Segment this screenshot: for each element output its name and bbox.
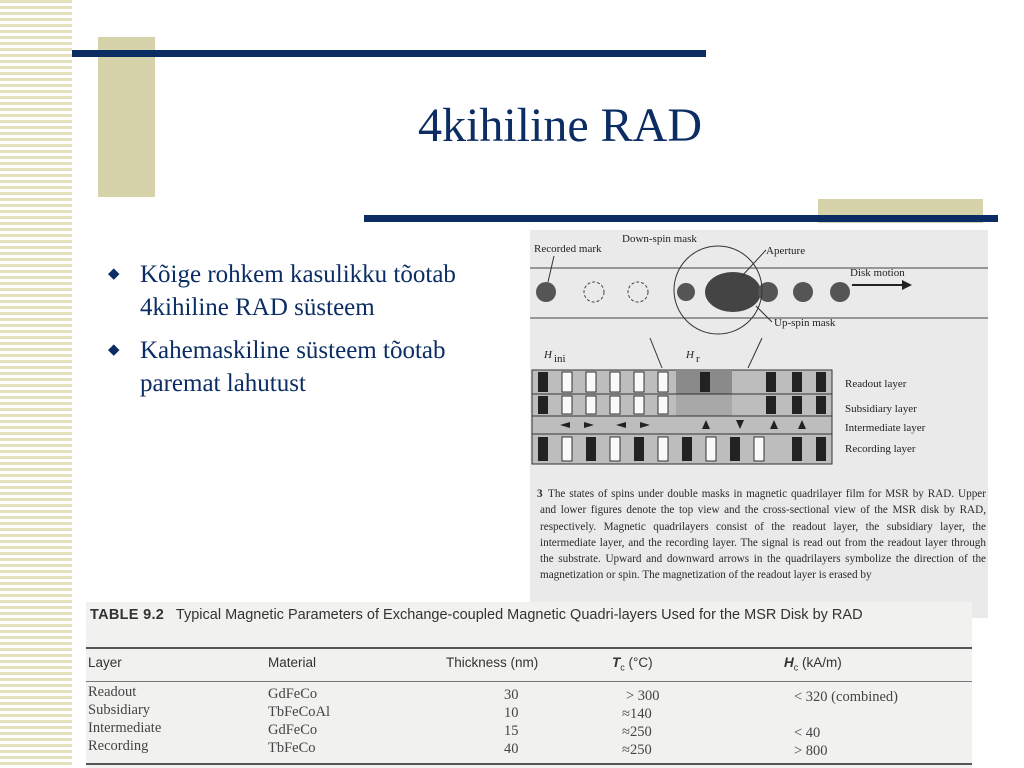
figure-caption-text: The states of spins under double masks in magnetic quadrilayer film for MSR by RAD. Upper and lower figures denote the top view and the cross-sectional view of the MSR disk by RAD, respectively. Magnetic quadrilayers consist of the readout layer, the subsidiary layer, the intermediate layer, and the recording layer. The signal is read out from the readout layer through the substrate. Upward and downward arrows in the quadrilayers symbolize the direction of the magnetization or spin. The magnetization of the readout layer is erased by <box>540 488 986 582</box>
table-label: TABLE 9.2 <box>90 607 165 623</box>
cell-tc: ≈250 <box>622 742 652 758</box>
diamond-bullet-icon: ◆ <box>108 266 120 282</box>
table-rule <box>86 647 972 649</box>
cell-layer: Subsidiary <box>88 702 151 718</box>
mark-dot <box>677 283 695 301</box>
bullet-list <box>108 258 498 410</box>
header-tc <box>612 655 653 673</box>
diamond-bullet-icon: ◆ <box>108 342 120 358</box>
rad-diagram-figure <box>530 230 988 618</box>
title-rule-bottom <box>364 215 998 222</box>
rad-diagram <box>530 230 988 480</box>
label-disk-motion: Disk motion <box>850 267 905 279</box>
decorative-block-top <box>98 37 155 197</box>
layer-stack <box>532 370 832 464</box>
label-h-r: H <box>686 349 694 361</box>
label-aperture: Aperture <box>766 245 806 257</box>
header-thickness: Thickness (nm) <box>446 655 539 670</box>
table-title-text: Typical Magnetic Parameters of Exchange-coupled Magnetic Quadri-layers Used for the MSR Disk by RAD <box>175 607 863 623</box>
label-recording-layer: Recording layer <box>845 443 916 455</box>
cell-hc: < 40 <box>794 725 821 741</box>
cell-thickness: 30 <box>504 687 519 703</box>
aperture-mark <box>705 272 761 312</box>
label-up-spin-mask: Up-spin mask <box>774 317 836 329</box>
title-rule-top <box>72 50 706 57</box>
label-intermediate-layer: Intermediate layer <box>845 422 926 434</box>
cell-layer: Recording <box>88 738 149 754</box>
bullet-text: Kahemaskiline süsteem tõotab paremat lahutust <box>140 337 446 397</box>
figure-caption-number: 3 <box>537 488 543 500</box>
hc-symbol: H <box>784 655 794 670</box>
recorded-mark-dot <box>536 282 556 302</box>
mark-dot <box>830 282 850 302</box>
cell-material: TbFeCoAl <box>268 704 331 720</box>
cell-tc: ≈140 <box>622 706 652 722</box>
cell-tc: ≈250 <box>622 724 652 740</box>
cell-tc: > 300 <box>626 688 660 704</box>
cell-layer: Readout <box>88 684 137 700</box>
header-layer: Layer <box>88 655 122 670</box>
slide-title: 4kihiline RAD <box>418 99 702 152</box>
figure-caption <box>537 486 986 584</box>
table-rule <box>86 681 972 682</box>
label-h-ini-sub: ini <box>554 353 566 365</box>
cell-material: TbFeCo <box>268 740 316 756</box>
tc-sub: c <box>620 662 625 673</box>
label-subsidiary-layer: Subsidiary layer <box>845 403 917 415</box>
hc-sub: c <box>793 662 799 673</box>
cell-hc: > 800 <box>794 743 828 759</box>
label-readout-layer: Readout layer <box>845 378 907 390</box>
mark-dot <box>793 282 813 302</box>
erased-mark <box>628 282 648 302</box>
header-hc <box>784 655 842 673</box>
table-title <box>90 607 970 624</box>
bullet-item <box>108 258 498 324</box>
magnetic-parameters-table <box>86 602 972 768</box>
bullet-text: Kõige rohkem kasulikku tõotab 4kihiline RAD süsteem <box>140 261 456 321</box>
label-recorded-mark: Recorded mark <box>534 243 602 255</box>
cell-layer: Intermediate <box>88 720 162 736</box>
bullet-item <box>108 334 498 400</box>
header-material: Material <box>268 655 317 670</box>
cell-hc: < 320 (combined) <box>794 689 899 705</box>
erased-mark <box>584 282 604 302</box>
cell-thickness: 15 <box>504 723 519 739</box>
decorative-stripes <box>0 0 72 768</box>
label-h-r-sub: r <box>696 353 700 365</box>
table-rule <box>86 763 972 765</box>
cell-material: GdFeCo <box>268 722 318 738</box>
cell-material: GdFeCo <box>268 686 318 702</box>
tc-unit: (°C) <box>628 655 653 670</box>
tc-symbol: T <box>612 655 621 670</box>
label-h-ini: H <box>544 349 552 361</box>
label-down-spin-mask: Down-spin mask <box>622 233 697 245</box>
hc-unit: (kA/m) <box>802 655 842 670</box>
cell-thickness: 10 <box>504 705 519 721</box>
cell-thickness: 40 <box>504 741 519 757</box>
